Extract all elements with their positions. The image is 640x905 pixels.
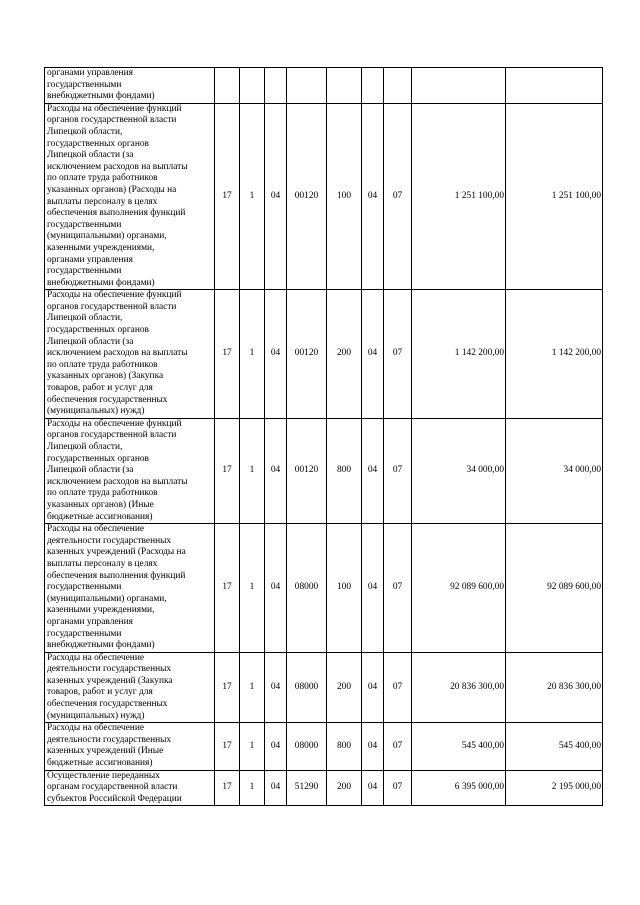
subsection-code-cell: 04 [265,524,287,653]
expense-name-cell [45,290,215,419]
expense-name-line: исключением расходов на выплаты [47,161,188,172]
expense-name-cell [45,770,215,806]
expense-name-line: государственными [47,582,122,593]
target-article-code-cell: 00120 [287,418,327,523]
target-article-code-cell: 08000 [287,524,327,653]
executed-amount-cell: 20 836 300,00 [506,652,603,723]
table-row [45,770,603,806]
expense-name-line: органам государственной власти [47,782,178,793]
expense-name-line: казенными учреждениями, [47,605,155,616]
chapter-code-cell: 17 [215,524,240,653]
expense-name-line: обеспечения выполнения функций [47,208,186,219]
expense-name-line: Расходы на обеспечение [47,723,144,734]
subsection-code-cell: 04 [265,770,287,806]
extra-code-1-cell: 04 [362,418,384,523]
expense-name-line: Расходы на обеспечение функций [47,290,182,301]
expense-name-line: (муниципальных) нужд) [47,710,145,721]
target-article-code-cell: 08000 [287,723,327,770]
extra-code-2-cell: 07 [384,770,412,806]
expense-name-line: Липецкой области, [47,313,123,324]
expense-type-code-cell: 100 [327,524,362,653]
extra-code-2-cell: 07 [384,290,412,419]
expense-name-line: товаров, работ и услуг для [47,383,153,394]
extra-code-2-cell: 07 [384,652,412,723]
approved-amount-cell: 20 836 300,00 [412,652,506,723]
expense-name-line: (муниципальных) нужд) [47,406,145,417]
table-row [45,723,603,770]
table-row [45,524,603,653]
expense-name-line: Осуществление переданных [47,770,160,781]
extra-code-2-cell: 07 [384,103,412,290]
table-body [45,68,603,806]
expense-name-line: внебюджетными фондами) [47,91,155,102]
expense-name-line: обеспечения выполнения функций [47,570,186,581]
expense-type-code-cell: 800 [327,418,362,523]
expense-name-cell [45,524,215,653]
expense-name-line: казенных учреждений (Расходы на [47,547,186,558]
executed-amount-cell: 34 000,00 [506,418,603,523]
expense-name-line: государственных органов [47,453,149,464]
expense-name-line: Липецкой области, [47,126,123,137]
section-code-cell: 1 [240,103,265,290]
section-code-cell: 1 [240,290,265,419]
expense-name-line: деятельности государственных [47,664,172,675]
table-row [45,652,603,723]
extra-code-2-cell [384,68,412,104]
expense-name-cell [45,103,215,290]
expense-name-line: (муниципальными) органами, [47,231,167,242]
expense-name-line: по оплате труда работников [47,359,158,370]
subsection-code-cell: 04 [265,723,287,770]
chapter-code-cell [215,68,240,104]
expense-name-line: Расходы на обеспечение функций [47,103,182,114]
expense-name-line: обеспечения государственных [47,699,168,710]
expense-name-line: деятельности государственных [47,535,172,546]
section-code-cell: 1 [240,418,265,523]
target-article-code-cell: 00120 [287,290,327,419]
approved-amount-cell: 6 395 000,00 [412,770,506,806]
expense-name-line: Липецкой области (за [47,150,134,161]
executed-amount-cell: 545 400,00 [506,723,603,770]
expense-name-cell [45,68,215,104]
expense-name-line: государственными [47,219,122,230]
extra-code-1-cell: 04 [362,524,384,653]
approved-amount-cell: 1 251 100,00 [412,103,506,290]
chapter-code-cell: 17 [215,418,240,523]
expense-name-line: деятельности государственных [47,734,172,745]
table-row [45,418,603,523]
expense-name-line: государственных органов [47,138,149,149]
approved-amount-cell: 1 142 200,00 [412,290,506,419]
expense-name-line: обеспечения государственных [47,394,168,405]
target-article-code-cell [287,68,327,104]
extra-code-1-cell: 04 [362,723,384,770]
extra-code-2-cell: 07 [384,418,412,523]
chapter-code-cell: 17 [215,770,240,806]
expense-type-code-cell: 200 [327,770,362,806]
expense-name-cell [45,652,215,723]
table-row [45,103,603,290]
chapter-code-cell: 17 [215,290,240,419]
subsection-code-cell: 04 [265,103,287,290]
expense-name-line: (муниципальными) органами, [47,593,167,604]
expense-name-line: указанных органов) (Расходы на [47,184,177,195]
extra-code-1-cell [362,68,384,104]
extra-code-1-cell: 04 [362,290,384,419]
expense-type-code-cell: 200 [327,290,362,419]
expense-name-line: внебюджетными фондами) [47,640,155,651]
expense-name-line: товаров, работ и услуг для [47,687,153,698]
table-row [45,68,603,104]
expense-name-line: казенных учреждений (Закупка [47,675,173,686]
subsection-code-cell [265,68,287,104]
expense-type-code-cell [327,68,362,104]
expense-name-line: Липецкой области (за [47,465,134,476]
chapter-code-cell: 17 [215,103,240,290]
expense-name-line: Расходы на обеспечение [47,524,144,535]
executed-amount-cell: 1 142 200,00 [506,290,603,419]
expense-type-code-cell: 200 [327,652,362,723]
target-article-code-cell: 00120 [287,103,327,290]
expense-name-line: государственных органов [47,325,149,336]
expense-name-line: органами управления [47,616,133,627]
extra-code-1-cell: 04 [362,103,384,290]
expense-name-line: исключением расходов на выплаты [47,476,188,487]
expense-name-line: бюджетные ассигнования) [47,511,153,522]
expense-name-line: Липецкой области (за [47,336,134,347]
expense-name-line: выплаты персоналу в целях [47,196,158,207]
expense-name-line: органами управления [47,254,133,265]
extra-code-2-cell: 07 [384,723,412,770]
section-code-cell: 1 [240,723,265,770]
extra-code-2-cell: 07 [384,524,412,653]
approved-amount-cell: 34 000,00 [412,418,506,523]
approved-amount-cell: 545 400,00 [412,723,506,770]
expense-name-line: государственными [47,628,122,639]
expense-name-line: по оплате труда работников [47,488,158,499]
expense-name-line: субъектов Российской Федерации [47,793,182,804]
section-code-cell: 1 [240,770,265,806]
expense-type-code-cell: 800 [327,723,362,770]
expense-name-line: казенных учреждений (Иные [47,746,164,757]
expense-name-line: государственными [47,266,122,277]
expense-name-line: внебюджетными фондами) [47,277,155,288]
executed-amount-cell [506,68,603,104]
expense-name-line: органов государственной власти [47,301,177,312]
expense-name-line: бюджетные ассигнования) [47,758,153,769]
section-code-cell: 1 [240,652,265,723]
expense-name-line: органов государственной власти [47,430,177,441]
chapter-code-cell: 17 [215,723,240,770]
expense-name-cell [45,723,215,770]
expense-name-line: Липецкой области, [47,442,123,452]
executed-amount-cell: 1 251 100,00 [506,103,603,290]
section-code-cell [240,68,265,104]
expense-name-line: указанных органов) (Иные [47,499,154,510]
target-article-code-cell: 08000 [287,652,327,723]
executed-amount-cell: 92 089 600,00 [506,524,603,653]
expense-type-code-cell: 100 [327,103,362,290]
subsection-code-cell: 04 [265,290,287,419]
expense-name-line: по оплате труда работников [47,173,158,184]
expense-name-line: органов государственной власти [47,115,177,126]
expense-name-line: Расходы на обеспечение функций [47,418,182,429]
extra-code-1-cell: 04 [362,652,384,723]
expense-name-line: указанных органов) (Закупка [47,371,164,382]
chapter-code-cell: 17 [215,652,240,723]
approved-amount-cell: 92 089 600,00 [412,524,506,653]
expense-name-line: выплаты персоналу в целях [47,558,158,569]
expense-name-cell [45,418,215,523]
executed-amount-cell: 2 195 000,00 [506,770,603,806]
subsection-code-cell: 04 [265,418,287,523]
expense-name-line: исключением расходов на выплаты [47,348,188,359]
approved-amount-cell [412,68,506,104]
target-article-code-cell: 51290 [287,770,327,806]
expense-name-line: Расходы на обеспечение [47,652,144,663]
expense-name-line: казенными учреждениями, [47,242,155,253]
budget-table [44,67,603,806]
subsection-code-cell: 04 [265,652,287,723]
expense-name-line: государственными [47,79,122,90]
extra-code-1-cell: 04 [362,770,384,806]
table-row [45,290,603,419]
expense-name-line: органами управления [47,68,133,78]
section-code-cell: 1 [240,524,265,653]
